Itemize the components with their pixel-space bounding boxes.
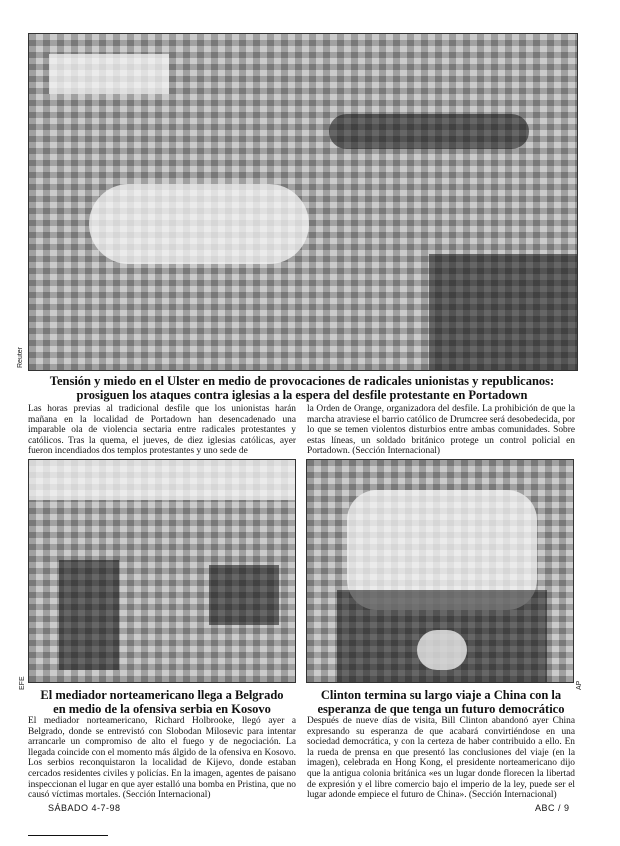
right-headline-line1: Clinton termina su largo viaje a China con la: [320, 688, 562, 702]
top-body-col2: la Orden de Orange, organizadora del desfile. La prohibición de que la marcha atraviese el barrio católico de Drumcree será desobedecida, por lo que se temen violentos disturbios entre ambas comunidades. Sobre estas líneas, un soldado británico protege un control policial en Portadown. (Sección Internacional): [307, 404, 575, 457]
footer-page: ABC / 9: [535, 803, 570, 813]
top-photo-credit: Reuter: [17, 346, 24, 368]
top-headline-line1: Tensión y miedo en el Ulster en medio de provocaciones de radicales unionistas y republicanos:: [49, 374, 555, 388]
footer-date: SÁBADO 4-7-98: [48, 803, 121, 813]
left-body: El mediador norteamericano, Richard Holbrooke, llegó ayer a Belgrado, donde se entrevistó con Slobodan Milosevic para intentar arrancarle un compromiso de alto el fuego y de negociación. La llegada coincide con el momento más álgido de la ofensiva en Kosovo. Los serbios reconquistaron la localidad de Kijevo, donde estaban cercados residentes civiles y policías. En la imagen, agentes de paisano inspeccionan el lugar en que ayer estalló una bomba en Pristina, que no causó víctimas mortales. (Sección Internacional): [28, 716, 296, 801]
right-photo-credit: AP: [576, 680, 583, 690]
right-headline: [303, 688, 579, 716]
left-headline-line2: en medio de la ofensiva serbia en Kosovo: [53, 702, 271, 716]
left-headline-line1: El mediador norteamericano llega a Belgrado: [40, 688, 284, 702]
left-photo-credit: EFE: [19, 676, 26, 690]
top-body-col1: Las horas previas al tradicional desfile que los unionistas harán mañana en la localidad de Portadown han desencadenado una imparable ola de violencia sectaria entre radicales protestantes y católicos. Tras la quema, el jueves, de diez iglesias católicas, ayer fueron incendiados dos templos protestantes y uno sede de: [28, 404, 296, 457]
right-body: Después de nueve días de visita, Bill Clinton abandonó ayer China expresando su esperanza de que acabará convirtiéndose en una sociedad democrática, y con la certeza de haber contribuido a ello. En la rueda de prensa en que presentó las conclusiones del viaje (en la imagen), celebrada en Hong Kong, el presidente norteamericano dijo que la antigua colonia británica «es un lugar donde florecen la libertad de expresión y el libre comercio bajo el imperio de la ley, puede ser el lugar adonde empiece el futuro de China». (Sección Internacional): [307, 716, 575, 801]
top-headline: [24, 374, 580, 402]
bottom-rule: [28, 835, 108, 836]
left-photo: [28, 459, 296, 683]
right-headline-line2: esperanza de que tenga un futuro democrático: [317, 702, 565, 716]
left-headline: [24, 688, 300, 716]
top-photo: [28, 33, 578, 371]
right-photo: [306, 459, 574, 683]
top-headline-line2: prosiguen los ataques contra iglesias a la espera del desfile protestante en Portadown: [76, 388, 528, 402]
